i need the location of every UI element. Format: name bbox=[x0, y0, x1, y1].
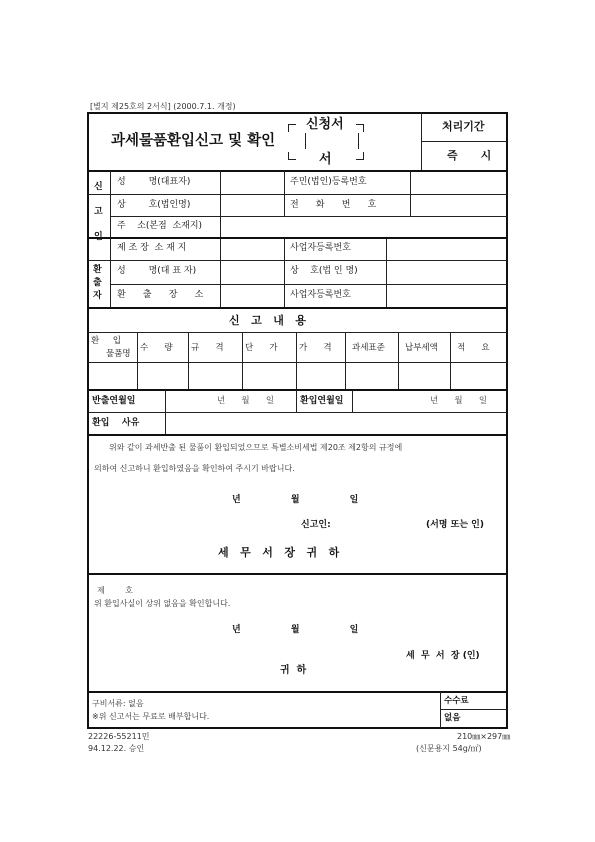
returner-place-field[interactable] bbox=[221, 285, 284, 307]
reporter-rrn-field[interactable] bbox=[411, 172, 506, 194]
application-bottom: 서 bbox=[319, 152, 332, 167]
reporter-name-label: 성 명(대표자) bbox=[117, 177, 191, 187]
application-top: 신청서 bbox=[306, 117, 344, 132]
fee-value: 없음 bbox=[444, 713, 461, 723]
reporter-bizno-field[interactable] bbox=[387, 239, 506, 260]
declarant-label: 신고인: bbox=[301, 520, 331, 530]
reporter-phone-field[interactable] bbox=[411, 195, 506, 216]
reporter-phone-label: 전 화 번 호 bbox=[290, 200, 377, 210]
row-note-cell[interactable] bbox=[451, 363, 506, 389]
frame-right bbox=[506, 112, 508, 729]
col-tax-base: 과세표준 bbox=[352, 343, 385, 353]
form-title: 과세물품환입신고 및 확인 bbox=[111, 133, 276, 149]
export-date-label: 반출연월일 bbox=[92, 396, 136, 406]
form-id: [별지 제25호의 2서식] (2000.7.1. 개정) bbox=[90, 102, 236, 111]
content-header: 신 고 내 용 bbox=[229, 314, 306, 327]
col-unit-price: 단 가 bbox=[245, 343, 278, 353]
row-item-cell[interactable] bbox=[89, 363, 137, 389]
confirm-no: 제 호 bbox=[97, 586, 133, 595]
paper-type: (신문용지 54g/㎡) bbox=[416, 744, 482, 753]
footer-docs: 구비서류: 없음 bbox=[92, 699, 144, 708]
reason-label: 환입 사유 bbox=[92, 418, 140, 428]
return-date-label: 환입연월일 bbox=[300, 396, 344, 406]
declaration-date[interactable]: 년 월 일 bbox=[232, 495, 359, 505]
row-spec-cell[interactable] bbox=[189, 363, 242, 389]
returner-trade-label: 상 호(법 인 명) bbox=[290, 266, 358, 276]
confirm-text: 위 환입사실이 상위 없음을 확인합니다. bbox=[94, 599, 231, 608]
col-item-bottom: 물품명 bbox=[106, 349, 131, 359]
form-code: 22226-55211민 bbox=[88, 732, 150, 741]
processing-value: 즉 시 bbox=[447, 149, 492, 162]
returner-place-label: 환 출 장 소 bbox=[117, 290, 204, 300]
col-item-top: 환 입 bbox=[91, 336, 121, 346]
col-note: 적 요 bbox=[457, 343, 490, 353]
fee-label: 수수료 bbox=[444, 696, 469, 706]
export-date-field[interactable]: 년 월 일 bbox=[217, 396, 275, 406]
reporter-address-field[interactable] bbox=[221, 217, 506, 237]
col-qty: 수 량 bbox=[140, 343, 173, 353]
reporter-trade-field[interactable] bbox=[221, 195, 284, 216]
returner-name-label: 성 명(대 표 자) bbox=[117, 266, 197, 276]
reason-field[interactable] bbox=[166, 413, 506, 434]
returner-section-label: 환 출 자 bbox=[93, 265, 102, 301]
reporter-section-label: 신 고 인 bbox=[94, 182, 103, 242]
confirm-to: 귀 하 bbox=[280, 665, 307, 676]
processing-label: 처리기간 bbox=[442, 120, 485, 133]
reporter-factory-label: 제 조 장 소 재 지 bbox=[117, 243, 187, 253]
col-price: 가 격 bbox=[299, 343, 332, 353]
frame-top bbox=[87, 112, 508, 114]
addressee: 세 무 서 장 귀 하 bbox=[218, 546, 340, 559]
approval-date: 94.12.22. 승인 bbox=[88, 744, 145, 753]
returner-bizno-label: 사업자등록번호 bbox=[290, 290, 351, 300]
signature-note: (서명 또는 인) bbox=[426, 520, 484, 530]
col-spec: 규 격 bbox=[191, 343, 224, 353]
row-tax-paid-cell[interactable] bbox=[399, 363, 450, 389]
frame-bottom bbox=[87, 727, 508, 729]
footer-free-note: ※위 신고서는 무료로 배부합니다. bbox=[92, 712, 210, 721]
reporter-name-field[interactable] bbox=[221, 172, 284, 194]
reporter-address-label: 주 소(본점 소재지) bbox=[117, 221, 203, 231]
confirm-date: 년 월 일 bbox=[232, 625, 359, 635]
confirm-officer: 세 무 서 장 (인) bbox=[406, 651, 480, 661]
returner-trade-field[interactable] bbox=[387, 261, 506, 284]
row-qty-cell[interactable] bbox=[138, 363, 188, 389]
reporter-factory-field[interactable] bbox=[221, 239, 284, 260]
paper-size: 210㎜×297㎜ bbox=[457, 732, 511, 741]
reporter-rrn-label: 주민(법인)등록번호 bbox=[290, 177, 367, 187]
row-tax-base-cell[interactable] bbox=[346, 363, 398, 389]
col-tax-paid: 납부세액 bbox=[405, 343, 438, 353]
returner-bizno-field[interactable] bbox=[387, 285, 506, 307]
reporter-trade-label: 상 호(법인명) bbox=[117, 200, 191, 210]
return-date-field[interactable]: 년 월 일 bbox=[430, 396, 488, 406]
reporter-bizno-label: 사업자등록번호 bbox=[290, 243, 351, 253]
returner-name-field[interactable] bbox=[221, 261, 284, 284]
row-unit-price-cell[interactable] bbox=[243, 363, 296, 389]
row-price-cell[interactable] bbox=[297, 363, 345, 389]
declaration-line2: 의하여 신고하니 환입하였음을 확인하여 주시기 바랍니다. bbox=[94, 464, 295, 473]
declaration-line1: 위와 같이 과세반출 된 물품이 환입되었으므로 특별소비세법 제20조 제2항의 규정에 bbox=[109, 443, 403, 452]
